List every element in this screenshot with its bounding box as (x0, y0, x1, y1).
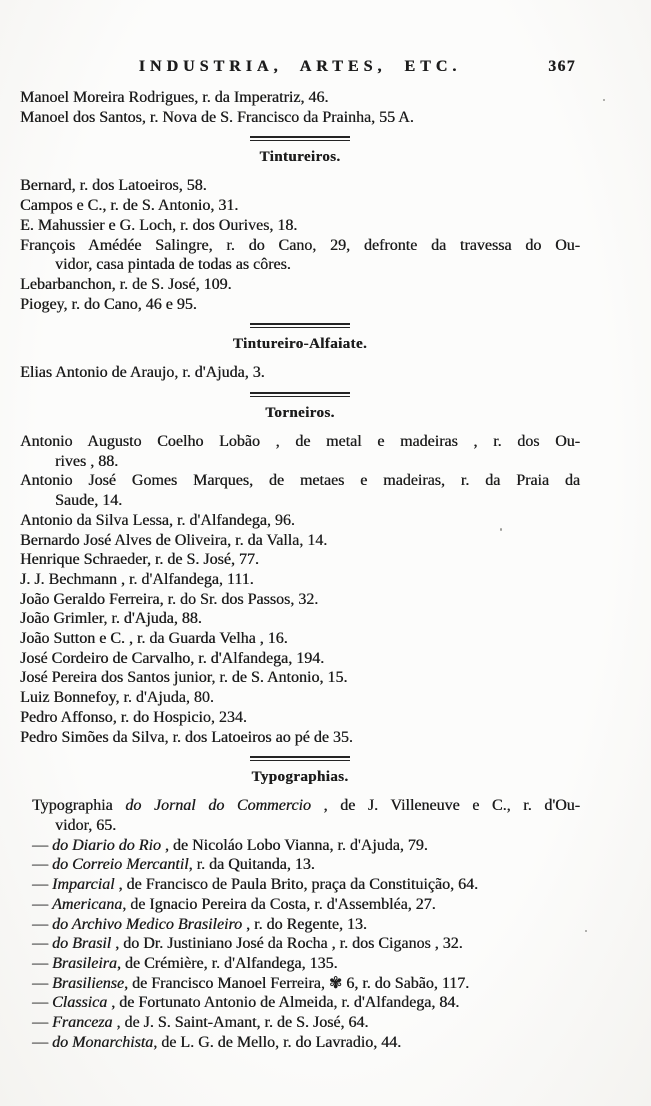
directory-entry (20, 954, 580, 974)
directory-entry: François Amédée Salingre, r. do Cano, 29, defronte da travessa do Ou- (20, 236, 580, 254)
entry-dash: — (32, 915, 52, 933)
directory-entry: Luiz Bonnefoy, r. d'Ajuda, 80. (20, 689, 214, 707)
entry-dash: — (32, 1014, 52, 1032)
directory-entry: Campos e C., r. de S. Antonio, 31. (20, 197, 239, 215)
journal-name: do Diario do Rio (52, 836, 161, 854)
entry-dash: — (32, 954, 52, 972)
directory-entry: João Geraldo Ferreira, r. do Sr. dos Passos, 32. (20, 590, 319, 608)
entry-text: , de Francisco Manoel Ferreira, ✾ 6, r. do Sabão, 117. (124, 974, 470, 992)
journal-name: do Jornal do Commercio (125, 797, 311, 815)
directory-entry: Pedro Affonso, r. do Hospicio, 234. (20, 708, 247, 726)
journal-name: Imparcial (52, 876, 115, 894)
entry-text: Typographia (32, 797, 126, 815)
entry-text: , de Ignacio Pereira da Costa, r. d'Assembléa, 27. (122, 895, 436, 913)
directory-entry: Henrique Schraeder, r. de S. José, 77. (20, 551, 259, 569)
scan-speck (585, 930, 587, 932)
page-number: 367 (548, 58, 576, 75)
directory-entry-continuation: vidor, 65. (55, 816, 117, 834)
directory-entry (20, 1013, 580, 1033)
page-title: INDUSTRIA, ARTES, ETC. (138, 58, 462, 75)
entry-text: , r. do Regente, 13. (242, 915, 367, 933)
section-divider (250, 756, 350, 761)
journal-name: do Brasil (52, 935, 112, 953)
directory-entry: Lebarbanchon, r. de S. José, 109. (20, 275, 232, 293)
directory-entry-continuation: vidor, casa pintada de todas as côres. (55, 256, 291, 274)
entry-text: , de Crémière, r. d'Alfandega, 135. (116, 954, 338, 972)
directory-entry: E. Mahussier e G. Loch, r. dos Ourives, 18. (20, 216, 298, 234)
directory-entry (20, 974, 580, 994)
section-tintureiros (20, 136, 580, 314)
directory-entry: Bernard, r. dos Latoeiros, 58. (20, 177, 207, 195)
journal-name: Brasileira (52, 954, 117, 972)
directory-entry (20, 915, 580, 935)
journal-name: do Monarchista (52, 1033, 154, 1051)
directory-entry: Antonio da Silva Lessa, r. d'Alfandega, 96. (20, 511, 295, 529)
entry-dash: — (32, 994, 52, 1012)
section-torneiros (20, 392, 580, 747)
entry-dash: — (32, 935, 52, 953)
directory-entry: Pedro Simões da Silva, r. dos Latoeiros ao pé de 35. (20, 728, 353, 746)
directory-entry (20, 855, 580, 875)
section-heading: Tintureiro-Alfaiate. (232, 336, 368, 353)
journal-name: Franceza (52, 1014, 113, 1032)
scan-speck (603, 99, 605, 101)
entry-text: , de Francisco de Paula Brito, praça da Constituição, 64. (114, 876, 478, 894)
entry-dash: — (32, 856, 52, 874)
entry-text: , de L. G. de Mello, r. do Lavradio, 44. (153, 1033, 402, 1051)
entry-dash: — (32, 974, 52, 992)
entry-text: , do Dr. Justiniano José da Rocha , r. dos Ciganos , 32. (111, 935, 463, 953)
directory-entry (20, 796, 580, 816)
section-tintureiro-alfaiate (20, 323, 580, 383)
entry-dash: — (32, 1033, 52, 1051)
section-typographias (20, 756, 580, 1052)
directory-entry: João Grimler, r. d'Ajuda, 88. (20, 610, 202, 628)
entry-text: , de J. Villeneuve e C., r. d'Ou- (310, 797, 580, 815)
entry-dash: — (32, 895, 52, 913)
entry-text: , de J. S. Saint-Amant, r. de S. José, 64. (112, 1014, 369, 1032)
directory-entry: Manoel Moreira Rodrigues, r. da Imperatriz, 46. (20, 89, 329, 106)
directory-entry: José Pereira dos Santos junior, r. de S. Antonio, 15. (20, 669, 348, 687)
directory-entry (20, 934, 580, 954)
directory-entry: João Sutton e C. , r. da Guarda Velha , 16. (20, 630, 288, 648)
directory-entry (20, 875, 580, 895)
entry-text: , de Fortunato Antonio de Almeida, r. d'Alfandega, 84. (107, 994, 460, 1012)
entry-text: , de Nicoláo Lobo Vianna, r. d'Ajuda, 79. (160, 836, 428, 854)
directory-entry-continuation: rives , 88. (55, 452, 119, 470)
journal-name: Classica (52, 994, 108, 1012)
directory-entry: J. J. Bechmann , r. d'Alfandega, 111. (20, 570, 254, 588)
entry-dash: — (32, 836, 52, 854)
scan-speck (500, 528, 502, 531)
directory-entry: Manoel dos Santos, r. Nova de S. Francisco da Prainha, 55 A. (20, 108, 414, 126)
section-divider (250, 136, 350, 141)
directory-entry (20, 1033, 580, 1053)
entry-text: , r. da Quitanda, 13. (188, 856, 315, 874)
journal-name: do Archivo Medico Brasileiro (52, 915, 243, 933)
section-heading: Typographias. (251, 769, 349, 786)
intro-entries (20, 88, 580, 127)
directory-entry-continuation: Saude, 14. (55, 492, 123, 510)
directory-entry: Elias Antonio de Araujo, r. d'Ajuda, 3. (20, 364, 265, 382)
directory-entry (20, 993, 580, 1013)
journal-name: Brasiliense (52, 974, 124, 992)
section-divider (250, 323, 350, 328)
entry-dash: — (32, 876, 52, 894)
journal-name: Americana (52, 895, 123, 913)
directory-entry: Antonio José Gomes Marques, de metaes e madeiras, r. da Praia da (20, 472, 580, 490)
directory-entry: Antonio Augusto Coelho Lobão , de metal e madeiras , r. dos Ou- (20, 433, 580, 451)
directory-entry (20, 895, 580, 915)
page-header (20, 56, 580, 78)
directory-entry: Piogey, r. do Cano, 46 e 95. (20, 295, 197, 313)
section-heading: Tintureiros. (259, 149, 341, 166)
journal-name: do Correio Mercantil (52, 856, 189, 874)
section-divider (250, 392, 350, 397)
directory-entry: José Cordeiro de Carvalho, r. d'Alfandega, 194. (20, 649, 325, 667)
directory-entry (20, 836, 580, 856)
section-heading: Torneiros. (265, 405, 335, 422)
directory-entry: Bernardo José Alves de Oliveira, r. da Valla, 14. (20, 531, 328, 549)
